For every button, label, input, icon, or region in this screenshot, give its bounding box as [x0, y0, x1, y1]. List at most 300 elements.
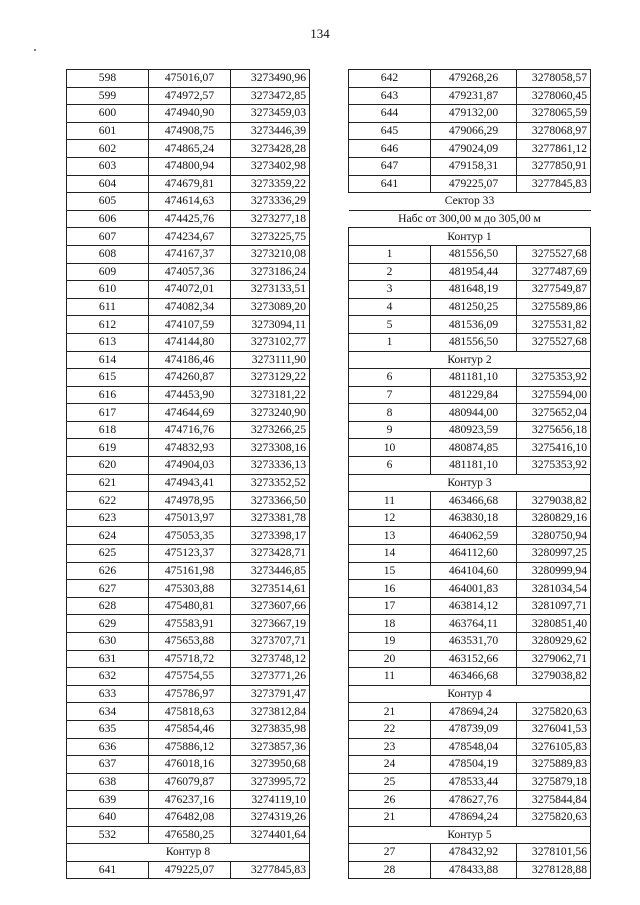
- y-coordinate-cell: 3273514,61: [231, 580, 310, 598]
- y-coordinate-cell: 3278058,57: [517, 70, 591, 88]
- x-coordinate-cell: 481229,84: [431, 386, 517, 404]
- contour-heading: Контур 5: [349, 826, 591, 844]
- x-coordinate-cell: 478694,24: [431, 703, 517, 721]
- table-row: [67, 808, 310, 826]
- x-coordinate-cell: 478433,88: [431, 861, 517, 879]
- x-coordinate-cell: 474978,95: [149, 492, 231, 510]
- y-coordinate-cell: 3273428,28: [231, 140, 310, 158]
- point-number-cell: 15: [349, 562, 431, 580]
- x-coordinate-cell: 474679,81: [149, 175, 231, 193]
- table-row: [349, 369, 591, 387]
- point-number-cell: 1: [349, 245, 431, 263]
- point-number-cell: 8: [349, 404, 431, 422]
- y-coordinate-cell: 3273094,11: [231, 316, 310, 334]
- table-row: [349, 245, 591, 263]
- y-coordinate-cell: 3273446,39: [231, 122, 310, 140]
- x-coordinate-cell: 463814,12: [431, 597, 517, 615]
- y-coordinate-cell: 3273336,29: [231, 193, 310, 211]
- coordinates-table-left: [66, 69, 310, 879]
- y-coordinate-cell: 3278128,88: [517, 861, 591, 879]
- table-row: [67, 140, 310, 158]
- table-row: [349, 105, 591, 123]
- x-coordinate-cell: 475786,97: [149, 685, 231, 703]
- x-coordinate-cell: 474144,80: [149, 333, 231, 351]
- x-coordinate-cell: 474972,57: [149, 87, 231, 105]
- x-coordinate-cell: 475016,07: [149, 70, 231, 88]
- table-row: [349, 720, 591, 738]
- table-row: [67, 703, 310, 721]
- x-coordinate-cell: 475818,63: [149, 703, 231, 721]
- y-coordinate-cell: 3273089,20: [231, 298, 310, 316]
- point-number-cell: 639: [67, 791, 149, 809]
- x-coordinate-cell: 478627,76: [431, 791, 517, 809]
- x-coordinate-cell: 474614,63: [149, 193, 231, 211]
- point-number-cell: 643: [349, 87, 431, 105]
- x-coordinate-cell: 479231,87: [431, 87, 517, 105]
- table-row: [349, 421, 591, 439]
- table-row: [349, 633, 591, 651]
- point-number-cell: 627: [67, 580, 149, 598]
- table-row: [67, 826, 310, 844]
- point-number-cell: 617: [67, 404, 149, 422]
- y-coordinate-cell: 3281034,54: [517, 580, 591, 598]
- x-coordinate-cell: 479225,07: [149, 861, 231, 879]
- x-coordinate-cell: 476018,16: [149, 756, 231, 774]
- table-row: [349, 580, 591, 598]
- y-coordinate-cell: 3273459,03: [231, 105, 310, 123]
- y-coordinate-cell: 3279038,82: [517, 668, 591, 686]
- point-number-cell: 642: [349, 70, 431, 88]
- y-coordinate-cell: 3275820,63: [517, 703, 591, 721]
- x-coordinate-cell: 475854,46: [149, 720, 231, 738]
- x-coordinate-cell: 475583,91: [149, 615, 231, 633]
- table-row: [349, 298, 591, 316]
- point-number-cell: 633: [67, 685, 149, 703]
- x-coordinate-cell: 481250,25: [431, 298, 517, 316]
- x-coordinate-cell: 476482,08: [149, 808, 231, 826]
- table-row: [67, 474, 310, 492]
- point-number-cell: 634: [67, 703, 149, 721]
- table-row: [349, 457, 591, 475]
- point-number-cell: 644: [349, 105, 431, 123]
- y-coordinate-cell: 3273607,66: [231, 597, 310, 615]
- y-coordinate-cell: 3273835,98: [231, 720, 310, 738]
- table-row: [67, 457, 310, 475]
- table-row: [67, 509, 310, 527]
- y-coordinate-cell: 3275353,92: [517, 369, 591, 387]
- x-coordinate-cell: 474057,36: [149, 263, 231, 281]
- y-coordinate-cell: 3273667,19: [231, 615, 310, 633]
- x-coordinate-cell: 475653,88: [149, 633, 231, 651]
- x-coordinate-cell: 463764,11: [431, 615, 517, 633]
- table-row: [349, 615, 591, 633]
- contour-heading: Контур 4: [349, 685, 591, 703]
- table-row: [67, 281, 310, 299]
- point-number-cell: 18: [349, 615, 431, 633]
- y-coordinate-cell: 3281097,71: [517, 597, 591, 615]
- table-row: [67, 263, 310, 281]
- table-row: [349, 509, 591, 527]
- table-row: [67, 157, 310, 175]
- table-row: [349, 808, 591, 826]
- table-row: [67, 193, 310, 211]
- y-coordinate-cell: 3276041,53: [517, 720, 591, 738]
- x-coordinate-cell: 478694,24: [431, 808, 517, 826]
- point-number-cell: 615: [67, 369, 149, 387]
- point-number-cell: 623: [67, 509, 149, 527]
- y-coordinate-cell: 3277845,83: [231, 861, 310, 879]
- table-row: [349, 281, 591, 299]
- table-row: [349, 650, 591, 668]
- table-row: [67, 633, 310, 651]
- y-coordinate-cell: 3275652,04: [517, 404, 591, 422]
- y-coordinate-cell: 3275844,84: [517, 791, 591, 809]
- x-coordinate-cell: 479132,00: [431, 105, 517, 123]
- x-coordinate-cell: 474904,03: [149, 457, 231, 475]
- point-number-cell: 638: [67, 773, 149, 791]
- x-coordinate-cell: 481556,50: [431, 245, 517, 263]
- sector-heading-row: [349, 193, 591, 211]
- point-number-cell: 613: [67, 333, 149, 351]
- table-row: [67, 228, 310, 246]
- point-number-cell: 3: [349, 281, 431, 299]
- table-row: [349, 316, 591, 334]
- point-number-cell: 27: [349, 844, 431, 862]
- point-number-cell: 17: [349, 597, 431, 615]
- x-coordinate-cell: 474940,90: [149, 105, 231, 123]
- x-coordinate-cell: 474865,24: [149, 140, 231, 158]
- sector-heading-row: [349, 210, 591, 228]
- x-coordinate-cell: 480944,00: [431, 404, 517, 422]
- table-row: [349, 439, 591, 457]
- x-coordinate-cell: 474260,87: [149, 369, 231, 387]
- point-number-cell: 19: [349, 633, 431, 651]
- table-row: [67, 333, 310, 351]
- y-coordinate-cell: 3278060,45: [517, 87, 591, 105]
- x-coordinate-cell: 464104,60: [431, 562, 517, 580]
- table-row: [349, 87, 591, 105]
- x-coordinate-cell: 478432,92: [431, 844, 517, 862]
- x-coordinate-cell: 475013,97: [149, 509, 231, 527]
- point-number-cell: 620: [67, 457, 149, 475]
- y-coordinate-cell: 3280829,16: [517, 509, 591, 527]
- point-number-cell: 621: [67, 474, 149, 492]
- x-coordinate-cell: 481181,10: [431, 457, 517, 475]
- y-coordinate-cell: 3277845,83: [517, 175, 591, 193]
- table-row: [349, 527, 591, 545]
- x-coordinate-cell: 474716,76: [149, 421, 231, 439]
- x-coordinate-cell: 476580,25: [149, 826, 231, 844]
- point-number-cell: 637: [67, 756, 149, 774]
- point-number-cell: 622: [67, 492, 149, 510]
- table-row: [67, 756, 310, 774]
- table-row: [349, 263, 591, 281]
- x-coordinate-cell: 474644,69: [149, 404, 231, 422]
- point-number-cell: 24: [349, 756, 431, 774]
- table-row: [67, 615, 310, 633]
- y-coordinate-cell: 3275820,63: [517, 808, 591, 826]
- table-row: [349, 791, 591, 809]
- point-number-cell: 600: [67, 105, 149, 123]
- x-coordinate-cell: 475886,12: [149, 738, 231, 756]
- y-coordinate-cell: 3275589,86: [517, 298, 591, 316]
- table-row: [67, 404, 310, 422]
- contour-heading: Контур 3: [349, 474, 591, 492]
- point-number-cell: 601: [67, 122, 149, 140]
- point-number-cell: 532: [67, 826, 149, 844]
- y-coordinate-cell: 3275353,92: [517, 457, 591, 475]
- point-number-cell: 6: [349, 369, 431, 387]
- table-row: [67, 439, 310, 457]
- y-coordinate-cell: 3280750,94: [517, 527, 591, 545]
- x-coordinate-cell: 463466,68: [431, 668, 517, 686]
- y-coordinate-cell: 3275531,82: [517, 316, 591, 334]
- table-row: [349, 175, 591, 193]
- x-coordinate-cell: 478533,44: [431, 773, 517, 791]
- y-coordinate-cell: 3280997,25: [517, 545, 591, 563]
- x-coordinate-cell: 479024,09: [431, 140, 517, 158]
- y-coordinate-cell: 3277549,87: [517, 281, 591, 299]
- table-row: [67, 562, 310, 580]
- x-coordinate-cell: 463152,66: [431, 650, 517, 668]
- table-row: [67, 298, 310, 316]
- point-number-cell: 636: [67, 738, 149, 756]
- table-row: [67, 122, 310, 140]
- point-number-cell: 4: [349, 298, 431, 316]
- contour-heading-row: [349, 826, 591, 844]
- point-number-cell: 2: [349, 263, 431, 281]
- x-coordinate-cell: 478739,09: [431, 720, 517, 738]
- y-coordinate-cell: 3273277,18: [231, 210, 310, 228]
- table-row: [349, 122, 591, 140]
- contour-heading: Контур 2: [349, 351, 591, 369]
- table-row: [67, 545, 310, 563]
- y-coordinate-cell: 3275594,00: [517, 386, 591, 404]
- y-coordinate-cell: 3278068,97: [517, 122, 591, 140]
- table-row: [67, 316, 310, 334]
- x-coordinate-cell: 481556,50: [431, 333, 517, 351]
- y-coordinate-cell: 3275879,18: [517, 773, 591, 791]
- y-coordinate-cell: 3273402,98: [231, 157, 310, 175]
- table-row: [349, 562, 591, 580]
- x-coordinate-cell: 479268,26: [431, 70, 517, 88]
- point-number-cell: 20: [349, 650, 431, 668]
- y-coordinate-cell: 3273446,85: [231, 562, 310, 580]
- x-coordinate-cell: 464112,60: [431, 545, 517, 563]
- point-number-cell: 647: [349, 157, 431, 175]
- table-row: [67, 791, 310, 809]
- y-coordinate-cell: 3273428,71: [231, 545, 310, 563]
- table-row: [67, 527, 310, 545]
- x-coordinate-cell: 478504,19: [431, 756, 517, 774]
- point-number-cell: 626: [67, 562, 149, 580]
- point-number-cell: 1: [349, 333, 431, 351]
- x-coordinate-cell: 474832,93: [149, 439, 231, 457]
- table-row: [67, 87, 310, 105]
- point-number-cell: 605: [67, 193, 149, 211]
- contour-heading: Контур 8: [67, 844, 310, 862]
- y-coordinate-cell: 3273336,13: [231, 457, 310, 475]
- point-number-cell: 22: [349, 720, 431, 738]
- x-coordinate-cell: 475754,55: [149, 668, 231, 686]
- point-number-cell: 26: [349, 791, 431, 809]
- y-coordinate-cell: 3273210,08: [231, 245, 310, 263]
- y-coordinate-cell: 3278065,59: [517, 105, 591, 123]
- point-number-cell: 12: [349, 509, 431, 527]
- x-coordinate-cell: 474425,76: [149, 210, 231, 228]
- x-coordinate-cell: 474082,34: [149, 298, 231, 316]
- point-number-cell: 602: [67, 140, 149, 158]
- y-coordinate-cell: 3273225,75: [231, 228, 310, 246]
- point-number-cell: 599: [67, 87, 149, 105]
- table-row: [67, 421, 310, 439]
- x-coordinate-cell: 475053,35: [149, 527, 231, 545]
- y-coordinate-cell: 3273186,24: [231, 263, 310, 281]
- point-number-cell: 604: [67, 175, 149, 193]
- y-coordinate-cell: 3279038,82: [517, 492, 591, 510]
- point-number-cell: 629: [67, 615, 149, 633]
- x-coordinate-cell: 479158,31: [431, 157, 517, 175]
- table-row: [67, 70, 310, 88]
- y-coordinate-cell: 3274319,26: [231, 808, 310, 826]
- y-coordinate-cell: 3280999,94: [517, 562, 591, 580]
- y-coordinate-cell: 3273950,68: [231, 756, 310, 774]
- y-coordinate-cell: 3273771,26: [231, 668, 310, 686]
- x-coordinate-cell: 476079,87: [149, 773, 231, 791]
- table-row: [349, 70, 591, 88]
- point-number-cell: 28: [349, 861, 431, 879]
- table-row: [67, 597, 310, 615]
- x-coordinate-cell: 474167,37: [149, 245, 231, 263]
- table-row: [67, 175, 310, 193]
- point-number-cell: 612: [67, 316, 149, 334]
- point-number-cell: 628: [67, 597, 149, 615]
- y-coordinate-cell: 3277861,12: [517, 140, 591, 158]
- table-row: [349, 140, 591, 158]
- point-number-cell: 632: [67, 668, 149, 686]
- y-coordinate-cell: 3273490,96: [231, 70, 310, 88]
- y-coordinate-cell: 3277487,69: [517, 263, 591, 281]
- point-number-cell: 608: [67, 245, 149, 263]
- point-number-cell: 607: [67, 228, 149, 246]
- y-coordinate-cell: 3273381,78: [231, 509, 310, 527]
- point-number-cell: 603: [67, 157, 149, 175]
- table-row: [349, 492, 591, 510]
- point-number-cell: 619: [67, 439, 149, 457]
- x-coordinate-cell: 479066,29: [431, 122, 517, 140]
- point-number-cell: 624: [67, 527, 149, 545]
- y-coordinate-cell: 3273707,71: [231, 633, 310, 651]
- table-row: [67, 210, 310, 228]
- table-row: [349, 756, 591, 774]
- sector-heading: Сектор 33: [349, 193, 591, 211]
- point-number-cell: 9: [349, 421, 431, 439]
- y-coordinate-cell: 3278101,56: [517, 844, 591, 862]
- point-number-cell: 635: [67, 720, 149, 738]
- x-coordinate-cell: 474453,90: [149, 386, 231, 404]
- contour-heading-row: [349, 228, 591, 246]
- x-coordinate-cell: 475718,72: [149, 650, 231, 668]
- table-row: [67, 738, 310, 756]
- point-number-cell: 631: [67, 650, 149, 668]
- y-coordinate-cell: 3273472,85: [231, 87, 310, 105]
- point-number-cell: 606: [67, 210, 149, 228]
- point-number-cell: 598: [67, 70, 149, 88]
- y-coordinate-cell: 3275416,10: [517, 439, 591, 457]
- x-coordinate-cell: 480874,85: [431, 439, 517, 457]
- table-row: [349, 668, 591, 686]
- y-coordinate-cell: 3280929,62: [517, 633, 591, 651]
- table-row: [349, 597, 591, 615]
- x-coordinate-cell: 464001,83: [431, 580, 517, 598]
- y-coordinate-cell: 3273129,22: [231, 369, 310, 387]
- point-number-cell: 640: [67, 808, 149, 826]
- x-coordinate-cell: 474107,59: [149, 316, 231, 334]
- x-coordinate-cell: 463830,18: [431, 509, 517, 527]
- x-coordinate-cell: 463531,70: [431, 633, 517, 651]
- table-row: [349, 545, 591, 563]
- x-coordinate-cell: 479225,07: [431, 175, 517, 193]
- y-coordinate-cell: 3273111,90: [231, 351, 310, 369]
- x-coordinate-cell: 478548,04: [431, 738, 517, 756]
- table-row: [349, 861, 591, 879]
- point-number-cell: 11: [349, 668, 431, 686]
- y-coordinate-cell: 3273857,36: [231, 738, 310, 756]
- x-coordinate-cell: 474908,75: [149, 122, 231, 140]
- y-coordinate-cell: 3273266,25: [231, 421, 310, 439]
- table-row: [67, 369, 310, 387]
- coordinates-table-right: [348, 69, 591, 879]
- contour-heading-row: [67, 844, 310, 862]
- x-coordinate-cell: 474072,01: [149, 281, 231, 299]
- table-row: [67, 720, 310, 738]
- point-number-cell: 16: [349, 580, 431, 598]
- y-coordinate-cell: 3273308,16: [231, 439, 310, 457]
- x-coordinate-cell: 476237,16: [149, 791, 231, 809]
- point-number-cell: 13: [349, 527, 431, 545]
- table-row: [349, 773, 591, 791]
- x-coordinate-cell: 464062,59: [431, 527, 517, 545]
- point-number-cell: 5: [349, 316, 431, 334]
- scan-speck: [34, 49, 36, 51]
- table-row: [67, 492, 310, 510]
- contour-heading-row: [349, 351, 591, 369]
- point-number-cell: 10: [349, 439, 431, 457]
- point-number-cell: 609: [67, 263, 149, 281]
- x-coordinate-cell: 481536,09: [431, 316, 517, 334]
- y-coordinate-cell: 3273359,22: [231, 175, 310, 193]
- table-row: [349, 404, 591, 422]
- point-number-cell: 646: [349, 140, 431, 158]
- point-number-cell: 616: [67, 386, 149, 404]
- x-coordinate-cell: 481954,44: [431, 263, 517, 281]
- table-row: [67, 245, 310, 263]
- y-coordinate-cell: 3273366,50: [231, 492, 310, 510]
- point-number-cell: 641: [349, 175, 431, 193]
- point-number-cell: 21: [349, 703, 431, 721]
- x-coordinate-cell: 474943,41: [149, 474, 231, 492]
- point-number-cell: 7: [349, 386, 431, 404]
- point-number-cell: 14: [349, 545, 431, 563]
- y-coordinate-cell: 3274119,10: [231, 791, 310, 809]
- y-coordinate-cell: 3273181,22: [231, 386, 310, 404]
- point-number-cell: 11: [349, 492, 431, 510]
- contour-heading: Контур 1: [349, 228, 591, 246]
- x-coordinate-cell: 475123,37: [149, 545, 231, 563]
- table-row: [349, 738, 591, 756]
- point-number-cell: 614: [67, 351, 149, 369]
- point-number-cell: 618: [67, 421, 149, 439]
